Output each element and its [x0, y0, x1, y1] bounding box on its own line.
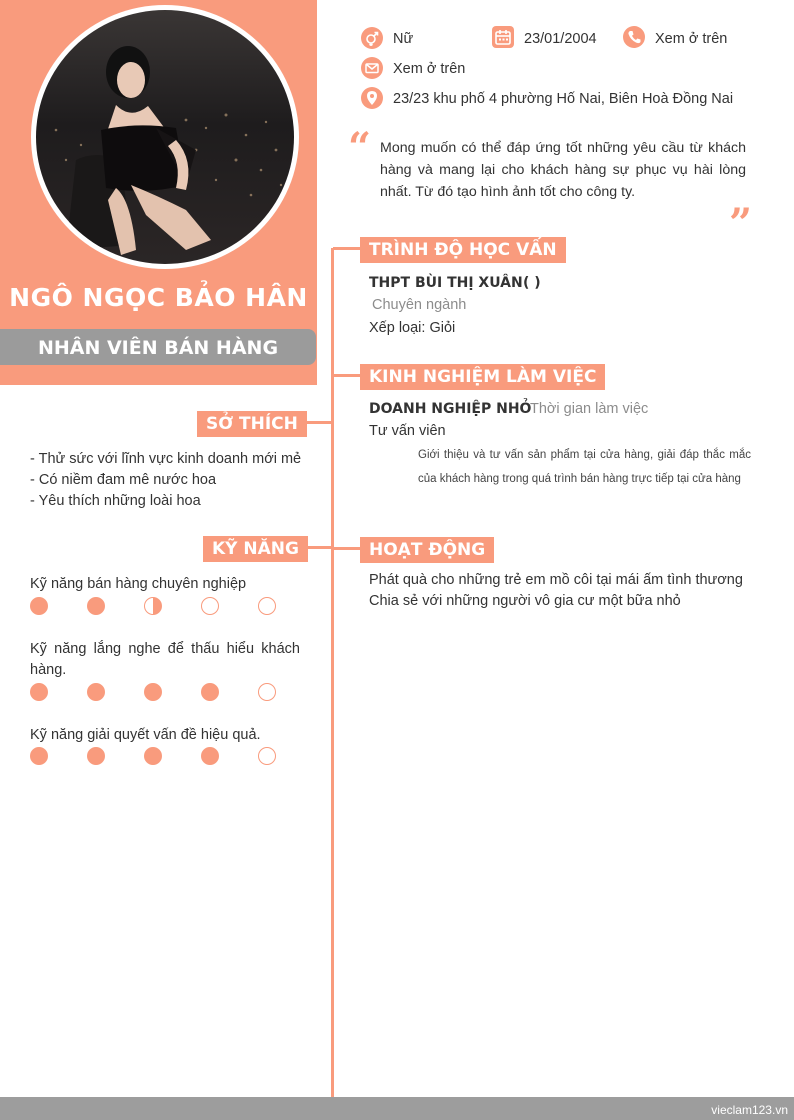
phone-icon — [623, 26, 645, 48]
skills-heading: KỸ NĂNG — [203, 536, 308, 562]
work-time: Thời gian làm việc — [530, 401, 649, 417]
study-period: ( ) — [523, 275, 541, 291]
email-value: Xem ở trên — [393, 61, 466, 77]
hobbies-connector — [305, 421, 333, 424]
experience-connector — [333, 374, 361, 377]
skill-rating-dot — [30, 747, 48, 765]
skill-rating-dot — [87, 683, 105, 701]
activity-item: Phát quà cho những trẻ em mồ côi tại mái ấm tình thương — [369, 572, 743, 588]
education-connector — [333, 247, 361, 250]
school-name: THPT BÙI THỊ XUÂN — [369, 275, 523, 291]
skill-rating-dot — [201, 597, 219, 615]
avatar-photo — [36, 10, 294, 264]
hobby-item: - Thử sức với lĩnh vực kinh doanh mới mẻ — [30, 451, 302, 467]
calendar-icon — [492, 26, 514, 48]
gender-icon — [361, 27, 383, 49]
phone-value: Xem ở trên — [655, 31, 728, 47]
address-value: 23/23 khu phố 4 phường Hố Nai, Biên Hoà Đồng Nai — [393, 91, 734, 107]
skill-rating-dot — [87, 597, 105, 615]
skill-rating-dot — [201, 747, 219, 765]
close-quote-icon: ” — [729, 200, 753, 247]
hobby-item: - Yêu thích những loài hoa — [30, 493, 201, 509]
gender-value: Nữ — [393, 31, 414, 47]
skill-rating-dot — [144, 683, 162, 701]
activities-heading: HOẠT ĐỘNG — [360, 537, 494, 563]
skill-name: Kỹ năng bán hàng chuyên nghiệp — [30, 576, 247, 592]
skill-rating-dot — [201, 683, 219, 701]
skill-rating-dot — [258, 683, 276, 701]
skill-rating-dot — [144, 747, 162, 765]
hobby-item: - Có niềm đam mê nước hoa — [30, 472, 217, 488]
grade: Xếp loại: Giỏi — [369, 320, 456, 336]
activities-connector — [333, 547, 361, 550]
skill-rating-dot — [30, 597, 48, 615]
career-objective: Mong muốn có thể đáp ứng tốt những yêu cầu từ khách hàng và mang lại cho khách hàng sự phục vụ hài lòng nhất. Từ đó tạo hình ảnh tốt cho công ty. — [380, 140, 746, 200]
skill-rating-dot — [30, 683, 48, 701]
open-quote-icon: “ — [348, 124, 372, 171]
location-pin-icon — [361, 87, 383, 109]
avatar — [36, 10, 294, 264]
education-heading: TRÌNH ĐỘ HỌC VẤN — [360, 237, 566, 263]
position: Tư vấn viên — [369, 423, 446, 439]
skill-name: Kỹ năng giải quyết vấn đề hiệu quả. — [30, 727, 261, 743]
skill-name: Kỹ năng lắng nghe để thấu hiểu khách hàng. — [30, 641, 300, 678]
skills-connector — [305, 546, 333, 549]
company-name: DOANH NGHIỆP NHỎ — [369, 401, 532, 417]
full-name: NGÔ NGỌC BẢO HÂN — [9, 283, 308, 312]
job-title: NHÂN VIÊN BÁN HÀNG — [37, 337, 279, 359]
skill-rating-dot — [144, 597, 162, 615]
footer-brand: vieclam123.vn — [711, 1103, 788, 1117]
skill-rating-dot — [258, 597, 276, 615]
job-description: Giới thiệu và tư vấn sản phẩm tại cửa hàng, giải đáp thắc mắc của khách hàng trong quá trình bán hàng trực tiếp tại cửa hàng — [418, 449, 751, 485]
skill-rating-dot — [87, 747, 105, 765]
birthday-value: 23/01/2004 — [524, 31, 597, 47]
mail-icon — [361, 57, 383, 79]
hobbies-heading: SỞ THÍCH — [197, 411, 307, 437]
experience-heading: KINH NGHIỆM LÀM VIỆC — [360, 364, 605, 390]
activity-item: Chia sẻ với những người vô gia cư một bữa nhỏ — [369, 593, 681, 609]
skill-rating-dot — [258, 747, 276, 765]
footer-bar — [0, 1097, 794, 1120]
major: Chuyên ngành — [372, 297, 467, 313]
